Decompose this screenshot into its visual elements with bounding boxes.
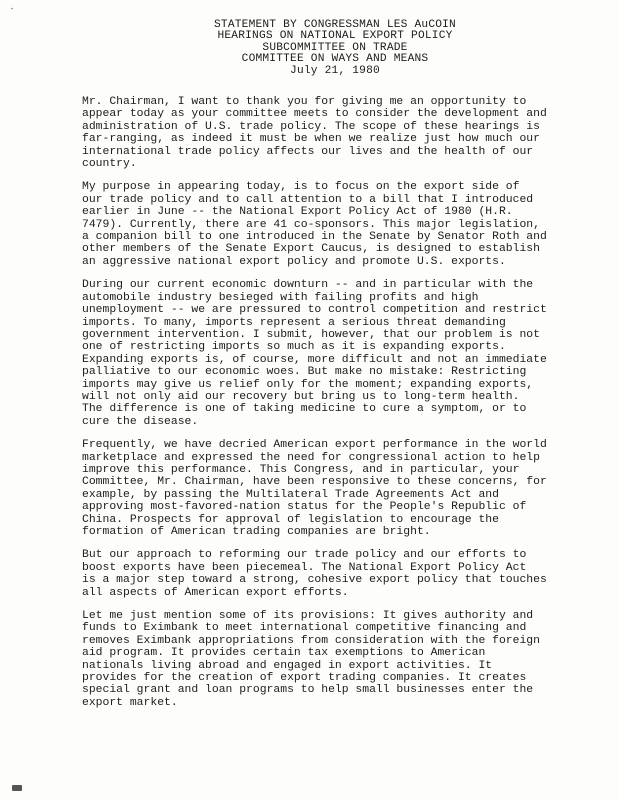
text-line: boost exports have been piecemeal. The National Export Policy Act [82, 561, 527, 574]
paragraph [82, 96, 592, 170]
text-line: My purpose in appearing today, is to focus on the export side of [82, 181, 520, 194]
text-line: But our approach to reforming our trade policy and our efforts to [82, 549, 527, 562]
text-line: approving most-favored-nation status for the People's Republic of [82, 501, 527, 514]
text-line: removes Eximbank appropriations from consideration with the foreign [82, 634, 540, 647]
paragraph [82, 181, 592, 268]
text-line: China. Prospects for approval of legislation to encourage the [82, 513, 499, 526]
text-line: Expanding exports is, of course, more difficult and not an immediate [82, 353, 547, 366]
text-line: Mr. Chairman, I want to thank you for giving me an opportunity to [82, 96, 527, 108]
text-line: a companion bill to one introduced in the Senate by Senator Roth and [82, 231, 547, 244]
text-line: 7479). Currently, there are 41 co-sponsors. This major legislation, [82, 218, 540, 231]
text-line: improve this performance. This Congress, and in particular, your [82, 463, 520, 476]
text-line: Let me just mention some of its provisions: It gives authority and [82, 610, 534, 623]
text-line: all aspects of American export efforts. [82, 586, 349, 599]
text-line: example, by passing the Multilateral Trade Agreements Act and [82, 488, 499, 501]
text-line: international trade policy affects our lives and the health of our [82, 145, 534, 158]
text-line: formation of American trading companies are bright. [82, 526, 431, 538]
text-line: The difference is one of taking medicine to cure a symptom, or to [82, 403, 527, 416]
text-line: administration of U.S. trade policy. The scope of these hearings is [82, 120, 540, 133]
header-date: July 21, 1980 [290, 64, 380, 77]
text-line: appear today as your committee meets to consider the development and [82, 108, 547, 121]
text-line: automobile industry besieged with failing profits and high [82, 291, 479, 304]
text-line: other members of the Senate Export Caucus, is designed to establish [82, 243, 540, 256]
text-line: an aggressive national export policy and promote U.S. exports. [82, 255, 506, 268]
text-line: marketplace and expressed the need for congressional action to help [82, 451, 540, 464]
text-line: imports may give us relief only for the moment; expanding exports, [82, 378, 534, 391]
header-hearings: HEARINGS ON NATIONAL EXPORT POLICY [217, 30, 453, 43]
text-line: export market. [82, 696, 178, 709]
statement-header [190, 20, 480, 77]
paragraph [82, 549, 592, 599]
text-line: funds to Eximbank to meet international competitive financing and [82, 622, 527, 635]
text-line: Committee, Mr. Chairman, have been responsive to these concerns, for [82, 476, 547, 489]
paragraph [82, 439, 592, 538]
text-line: earlier in June -- the National Export Policy Act of 1980 (H.R. [82, 206, 513, 219]
text-line: our trade policy and to call attention to a bill that I introduced [82, 193, 534, 206]
text-line: government intervention. I submit, however, that our problem is not [82, 328, 540, 341]
scan-mark [12, 785, 22, 791]
text-line: is a major step toward a strong, cohesive export policy that touches [82, 574, 547, 587]
text-line: cure the disease. [82, 415, 199, 428]
paragraph [82, 279, 592, 428]
text-line: one of restricting imports so much as it is expanding exports. [82, 341, 506, 354]
text-line: provides for the creation of export trading companies. It creates [82, 672, 527, 685]
statement-body [82, 96, 592, 720]
text-line: nationals living abroad and engaged in export activities. It [82, 659, 493, 672]
text-line: imports. To many, imports represent a serious threat demanding [82, 316, 506, 329]
text-line: far-ranging, as indeed it must be when we realize just how much our [82, 133, 540, 146]
header-committee: COMMITTEE ON WAYS AND MEANS [241, 53, 429, 66]
header-title: STATEMENT BY CONGRESSMAN LES AuCOIN [214, 19, 456, 31]
text-line: unemployment -- we are pressured to control competition and restrict [82, 304, 547, 317]
paragraph [82, 610, 592, 709]
corner-mark: ⋆ [10, 6, 15, 14]
text-line: special grant and loan programs to help small businesses enter the [82, 684, 534, 697]
text-line: During our current economic downturn -- and in particular with the [82, 279, 534, 292]
text-line: palliative to our economic woes. But make no mistake: Restricting [82, 366, 527, 379]
text-line: country. [82, 158, 137, 171]
header-subcommittee: SUBCOMMITTEE ON TRADE [262, 41, 408, 54]
text-line: will not only aid our recovery but bring us to long-term health. [82, 390, 520, 403]
text-line: Frequently, we have decried American export performance in the world [82, 439, 547, 452]
text-line: aid program. It provides certain tax exemptions to American [82, 647, 486, 660]
